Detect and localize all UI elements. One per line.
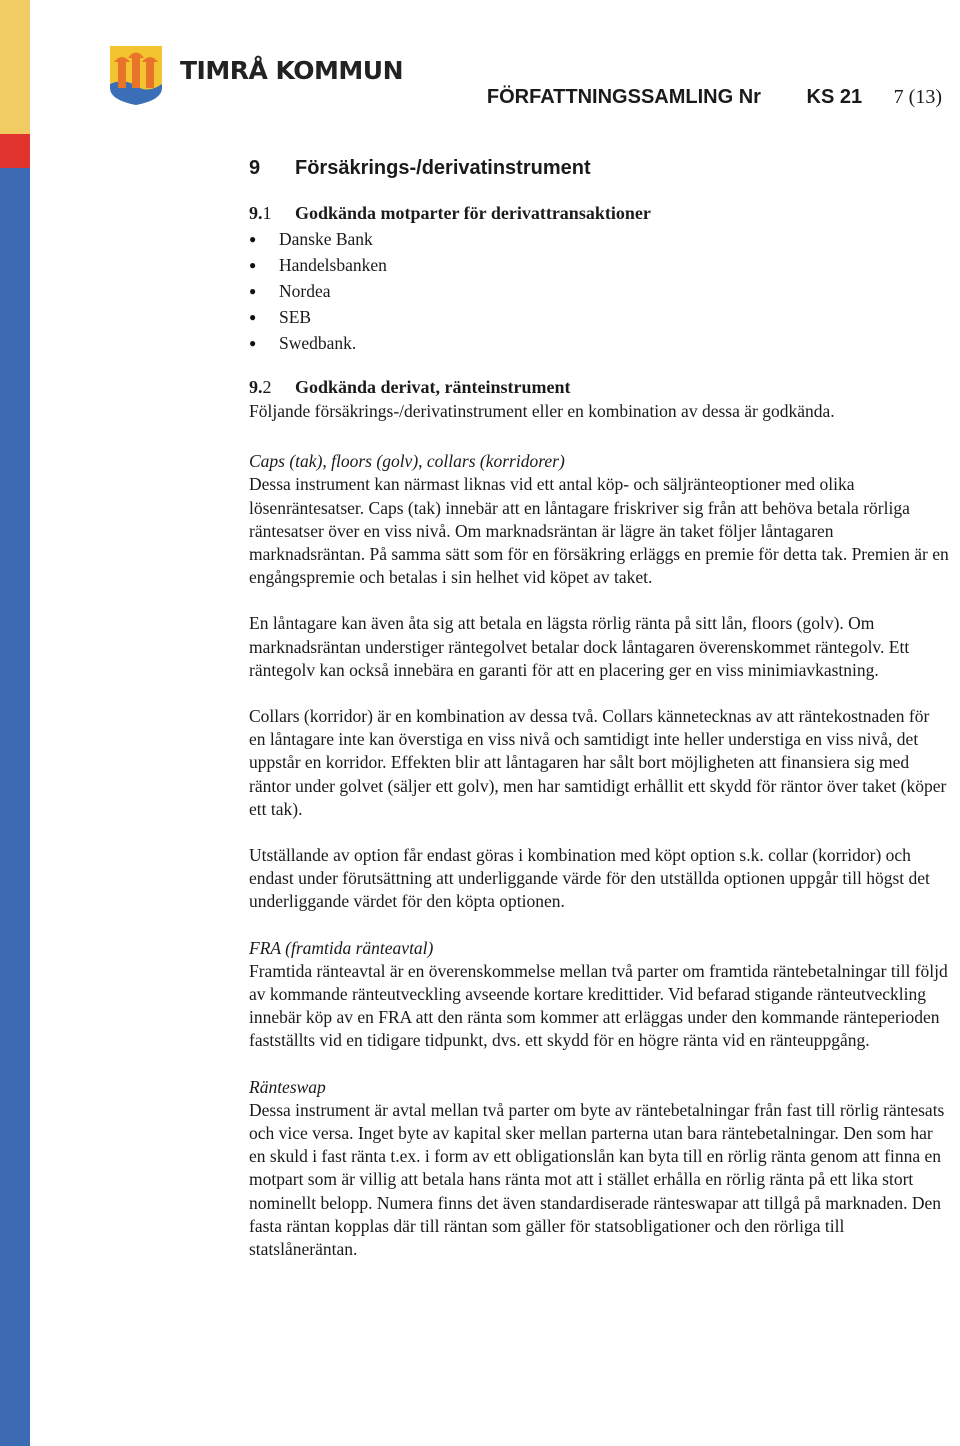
floors-paragraph: En låntagare kan även åta sig att betala en lägsta rörlig ränta på sitt lån, floors (golv). Om marknadsräntan understiger räntegolvet betalar dock låntagaren överenskommet räntegolv. Ett räntegolv kan också innebära en garanti för att en placering ger en viss minimiavkastning.	[249, 613, 910, 680]
list-item: ● Nordea	[249, 278, 949, 304]
swap-paragraph: Dessa instrument är avtal mellan två parter om byte av räntebetalningar från fast till rörlig räntesats och vice versa. Inget byte av kapital sker mellan parterna utan bara räntebetalningar. Den som har en skuld i fast ränta t.ex. i form av ett obligationslån kan byta till en rörlig ränta genom att finna en motpart som är villig att betala hans ränta mot att i stället erhålla en rörlig ränta på ett lika stort nominellt belopp. Numera finns det även standardiserade ränteswapar att tillgå på marknaden. Den fasta räntan kopplas där till räntan som gäller för statsobligationer och den rörliga till statslåneräntan.	[249, 1099, 945, 1260]
subsection-intro: Följande försäkrings-/derivatinstrument eller en kombination av dessa är godkända.	[249, 401, 835, 421]
list-item: ● SEB	[249, 304, 949, 330]
subsection-title-1: Godkända motparter för derivattransaktioner	[295, 203, 651, 223]
list-item: ● Danske Bank	[249, 226, 949, 252]
municipality-logo	[108, 44, 404, 108]
subsection-number-2: 9.2	[249, 377, 272, 397]
fra-paragraph: Framtida ränteavtal är en överenskommelse mellan två parter om framtida räntebetalningar till följd av kommande ränteutveckling avseende kortare kredittider. Vid befarad stigande ränteutveckling innebär köp av en FRA att den ränta som kommer att erläggas under den kommande ränteperioden fastställts vid en tidigare tidpunkt, dvs. ett skydd för en högre ränta vid en ränteuppgång.	[249, 960, 948, 1051]
document-body	[249, 152, 949, 1261]
subsection-title-2: Godkända derivat, ränteinstrument	[295, 377, 571, 397]
page-number: 7 (13)	[893, 86, 942, 108]
side-bar-blue-segment	[0, 168, 30, 1446]
page-side-bar	[0, 0, 30, 1446]
collars-paragraph: Collars (korridor) är en kombination av dessa två. Collars kännetecknas av att räntekostnaden för en låntagare inte kan överstiga en viss nivå och samtidigt inte heller understiga en viss nivå, det uppstår en korridor. Effekten blir att låntagaren har sålt bort möjligheten att finansiera sig med räntor under golvet (säljer ett golv), men har samtidigt erhållit ett skydd för räntor över taket (köper ett tak).	[249, 706, 947, 819]
side-bar-red-segment	[0, 134, 30, 168]
coat-of-arms-icon	[108, 44, 164, 106]
document-header	[487, 86, 942, 109]
fra-heading: FRA (framtida ränteavtal)	[249, 937, 434, 958]
caps-paragraph: Dessa instrument kan närmast liknas vid ett antal köp- och säljränteoptioner med olika lösenräntesatser. Caps (tak) innebär att en låntagare friskriver sig från att behöva betala rörliga räntesatser över en viss nivå. Om marknadsräntan är lägre än taket följer låntagaren marknadsräntan. På samma sätt som för en försäkring erläggs en premie för detta tak. Premien är en engångspremie och betalas i sin helhet vid köpet av taket.	[249, 474, 949, 588]
subsection-heading-1	[249, 200, 949, 226]
subsection-number-1: 9.1	[249, 203, 272, 223]
caps-heading: Caps (tak), floors (golv), collars (korridorer)	[249, 451, 565, 472]
side-bar-yellow-segment	[0, 0, 30, 134]
doc-number: KS 21	[806, 86, 863, 108]
list-item: ● Handelsbanken	[249, 252, 949, 278]
section-heading	[249, 152, 949, 184]
swap-heading: Ränteswap	[249, 1076, 326, 1097]
section-title: Försäkrings-/derivatinstrument	[295, 157, 591, 179]
counterparty-list	[249, 226, 949, 356]
section-number: 9	[249, 157, 261, 179]
subsection-heading-2	[249, 374, 949, 400]
option-paragraph: Utställande av option får endast göras i kombination med köpt option s.k. collar (korridor) och endast under förutsättning att underliggande värde för den utställda optionen uppgår till högst det underliggande värdet för den köpta optionen.	[249, 845, 930, 912]
municipality-name: TIMRÅ KOMMUN	[180, 56, 404, 85]
doc-label: FÖRFATTNINGSSAMLING Nr	[486, 86, 761, 108]
list-item: ● Swedbank.	[249, 330, 949, 356]
